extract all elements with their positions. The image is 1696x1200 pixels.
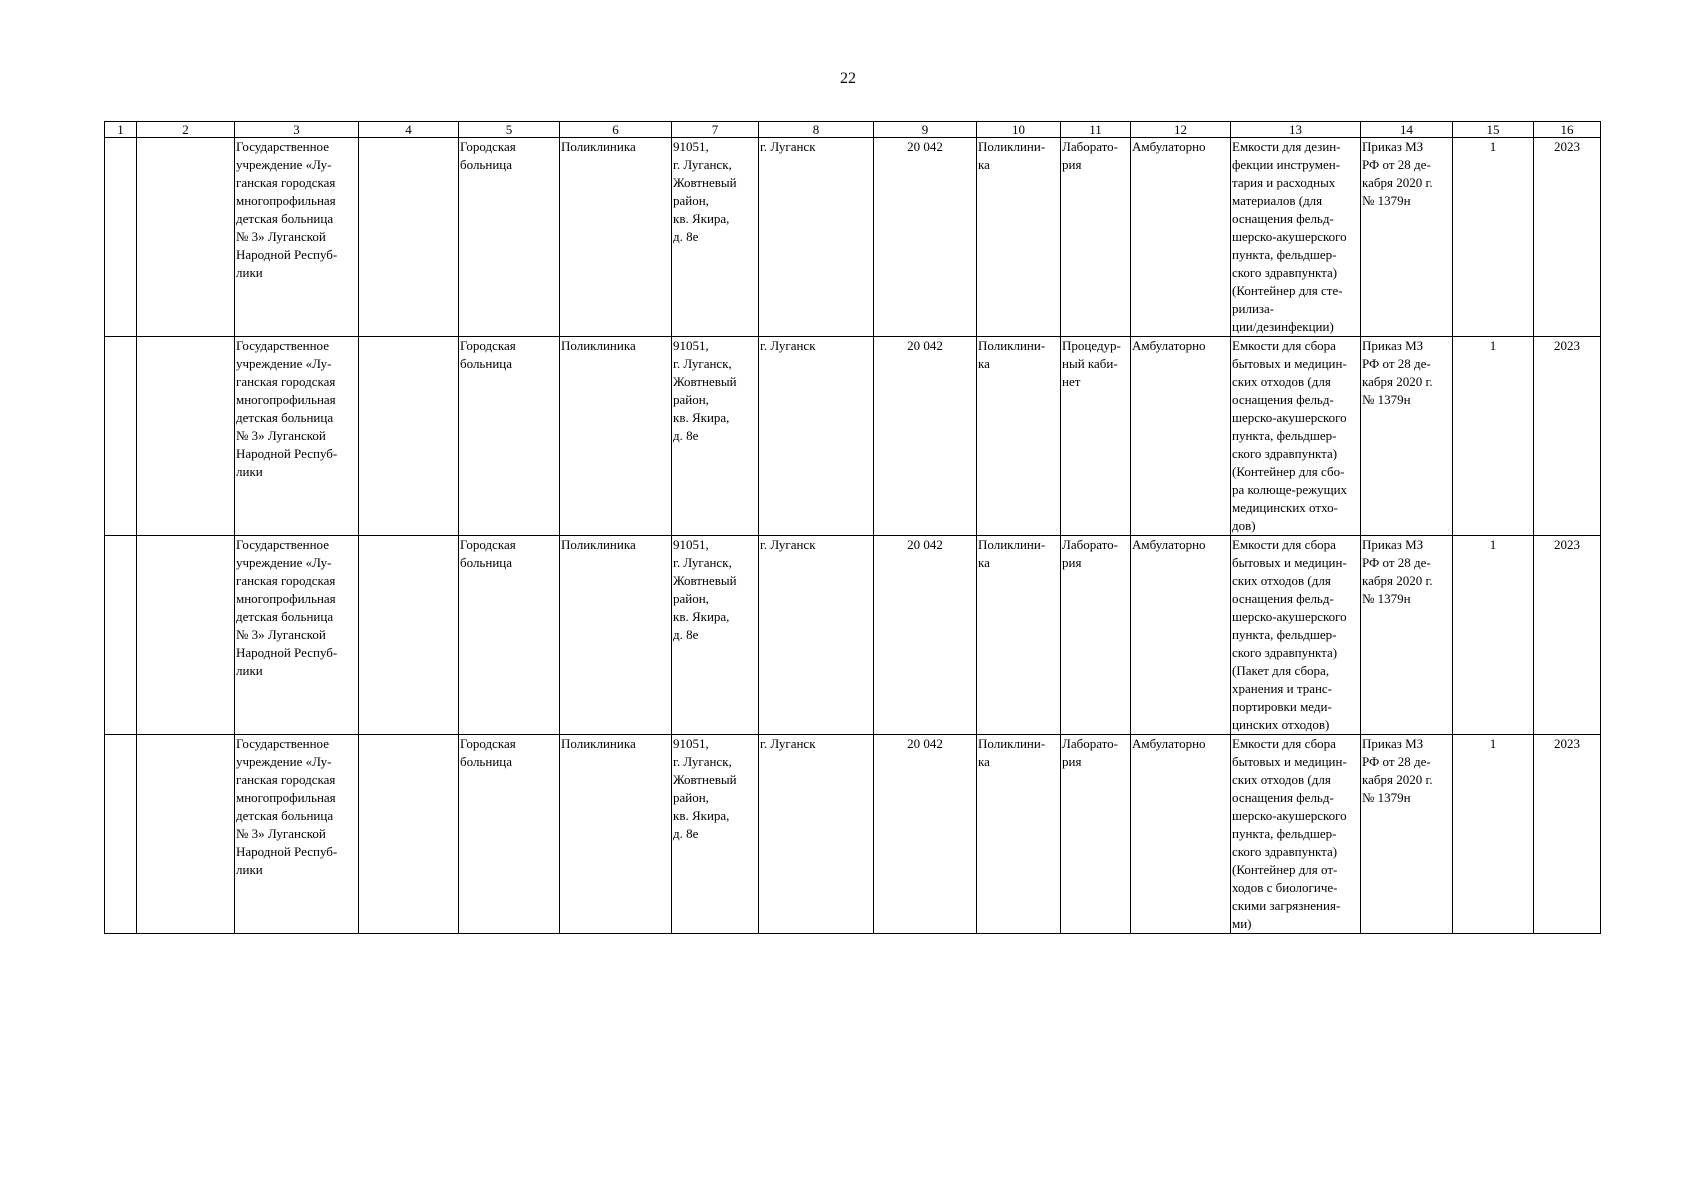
column-header: 10	[977, 122, 1061, 138]
cell-order: Приказ МЗ РФ от 28 де- кабря 2020 г. № 1379н	[1361, 138, 1453, 337]
cell-year: 2023	[1534, 138, 1601, 337]
column-header: 11	[1061, 122, 1131, 138]
cell-code: 20 042	[874, 536, 977, 735]
cell-col4	[359, 735, 459, 934]
column-number-row	[105, 122, 1601, 138]
cell-facility-type: Городская больница	[459, 138, 560, 337]
cell-quantity: 1	[1453, 536, 1534, 735]
cell-col4	[359, 536, 459, 735]
cell-year: 2023	[1534, 735, 1601, 934]
cell-room: Процедур- ный каби- нет	[1061, 337, 1131, 536]
cell-facility-type: Городская больница	[459, 337, 560, 536]
cell-address: 91051, г. Луганск, Жовтневый район, кв. Якира, д. 8е	[672, 735, 759, 934]
cell-code: 20 042	[874, 138, 977, 337]
cell-subdivision: Поликлиника	[560, 138, 672, 337]
cell-col2	[137, 735, 235, 934]
cell-quantity: 1	[1453, 735, 1534, 934]
cell-city: г. Луганск	[759, 536, 874, 735]
column-header: 3	[235, 122, 359, 138]
cell-col2	[137, 138, 235, 337]
cell-quantity: 1	[1453, 138, 1534, 337]
column-header: 5	[459, 122, 560, 138]
column-header: 6	[560, 122, 672, 138]
cell-institution: Государственное учреждение «Лу- ганская городская многопрофильная детская больница № 3» Луганской Народной Респуб- лики	[235, 536, 359, 735]
table-row	[105, 138, 1601, 337]
cell-col1	[105, 536, 137, 735]
cell-equipment: Емкости для сбора бытовых и медицин- ских отходов (для оснащения фельд- шерско-акушерского пункта, фельдшер- ского здравпункта) (Пакет для сбора, хранения и транс- портировки меди- цинских отходов)	[1231, 536, 1361, 735]
cell-subdivision: Поликлиника	[560, 337, 672, 536]
column-header: 2	[137, 122, 235, 138]
table-row	[105, 536, 1601, 735]
column-header: 4	[359, 122, 459, 138]
cell-col1	[105, 337, 137, 536]
cell-care-type: Амбулаторно	[1131, 536, 1231, 735]
column-header: 15	[1453, 122, 1534, 138]
cell-col2	[137, 337, 235, 536]
column-header: 14	[1361, 122, 1453, 138]
column-header: 9	[874, 122, 977, 138]
cell-address: 91051, г. Луганск, Жовтневый район, кв. Якира, д. 8е	[672, 138, 759, 337]
cell-quantity: 1	[1453, 337, 1534, 536]
cell-address: 91051, г. Луганск, Жовтневый район, кв. Якира, д. 8е	[672, 536, 759, 735]
cell-unit: Поликлини- ка	[977, 138, 1061, 337]
page-number: 22	[840, 70, 856, 87]
cell-institution: Государственное учреждение «Лу- ганская городская многопрофильная детская больница № 3» Луганской Народной Респуб- лики	[235, 138, 359, 337]
cell-code: 20 042	[874, 337, 977, 536]
cell-equipment: Емкости для сбора бытовых и медицин- ских отходов (для оснащения фельд- шерско-акушерского пункта, фельдшер- ского здравпункта) (Контейнер для от- ходов с биологиче- скими загрязнения- ми)	[1231, 735, 1361, 934]
cell-city: г. Луганск	[759, 735, 874, 934]
cell-col2	[137, 536, 235, 735]
cell-city: г. Луганск	[759, 337, 874, 536]
cell-subdivision: Поликлиника	[560, 536, 672, 735]
column-header: 13	[1231, 122, 1361, 138]
cell-order: Приказ МЗ РФ от 28 де- кабря 2020 г. № 1379н	[1361, 536, 1453, 735]
column-header: 1	[105, 122, 137, 138]
cell-institution: Государственное учреждение «Лу- ганская городская многопрофильная детская больница № 3» Луганской Народной Респуб- лики	[235, 735, 359, 934]
cell-code: 20 042	[874, 735, 977, 934]
cell-unit: Поликлини- ка	[977, 337, 1061, 536]
equipment-table	[104, 121, 1601, 934]
cell-equipment: Емкости для сбора бытовых и медицин- ских отходов (для оснащения фельд- шерско-акушерского пункта, фельдшер- ского здравпункта) (Контейнер для сбо- ра колюще-режущих медицинских отхо- дов)	[1231, 337, 1361, 536]
cell-order: Приказ МЗ РФ от 28 де- кабря 2020 г. № 1379н	[1361, 337, 1453, 536]
cell-city: г. Луганск	[759, 138, 874, 337]
cell-unit: Поликлини- ка	[977, 536, 1061, 735]
cell-year: 2023	[1534, 536, 1601, 735]
column-header: 12	[1131, 122, 1231, 138]
cell-col1	[105, 735, 137, 934]
cell-order: Приказ МЗ РФ от 28 де- кабря 2020 г. № 1379н	[1361, 735, 1453, 934]
cell-year: 2023	[1534, 337, 1601, 536]
cell-room: Лаборато- рия	[1061, 536, 1131, 735]
cell-subdivision: Поликлиника	[560, 735, 672, 934]
cell-facility-type: Городская больница	[459, 735, 560, 934]
cell-unit: Поликлини- ка	[977, 735, 1061, 934]
cell-equipment: Емкости для дезин- фекции инструмен- тария и расходных материалов (для оснащения фельд- шерско-акушерского пункта, фельдшер- ского здравпункта) (Контейнер для сте- рилиза- ции/дезинфекции)	[1231, 138, 1361, 337]
cell-room: Лаборато- рия	[1061, 735, 1131, 934]
column-header: 8	[759, 122, 874, 138]
column-header: 7	[672, 122, 759, 138]
cell-col1	[105, 138, 137, 337]
cell-facility-type: Городская больница	[459, 536, 560, 735]
table-row	[105, 735, 1601, 934]
cell-care-type: Амбулаторно	[1131, 735, 1231, 934]
cell-col4	[359, 138, 459, 337]
cell-address: 91051, г. Луганск, Жовтневый район, кв. Якира, д. 8е	[672, 337, 759, 536]
cell-care-type: Амбулаторно	[1131, 337, 1231, 536]
cell-room: Лаборато- рия	[1061, 138, 1131, 337]
cell-col4	[359, 337, 459, 536]
table-row	[105, 337, 1601, 536]
column-header: 16	[1534, 122, 1601, 138]
cell-care-type: Амбулаторно	[1131, 138, 1231, 337]
cell-institution: Государственное учреждение «Лу- ганская городская многопрофильная детская больница № 3» Луганской Народной Респуб- лики	[235, 337, 359, 536]
